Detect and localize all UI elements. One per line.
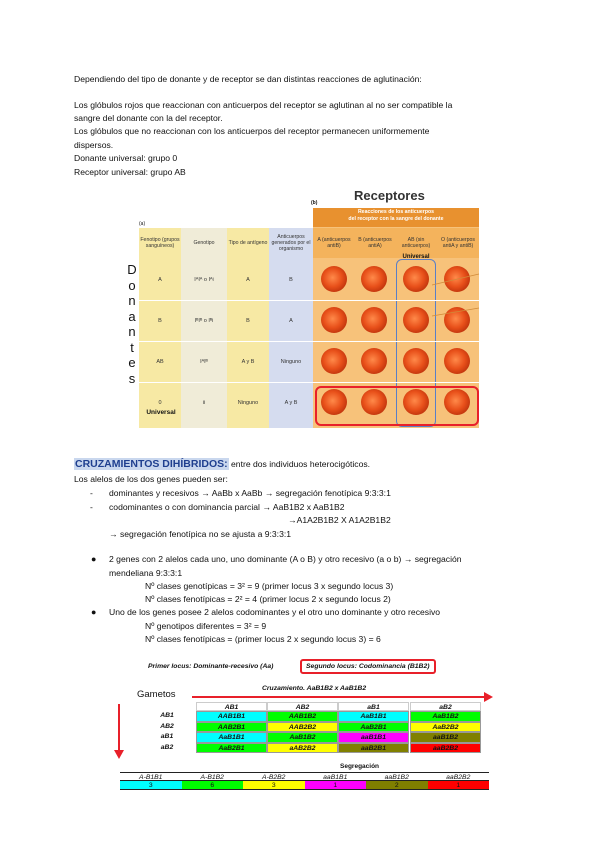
seg-label: aaB2B2 [428,772,490,781]
cruzamiento-label: Cruzamiento. AaB1B2 x AaB1B2 [262,685,367,692]
gametos-label: Gametos [137,689,176,700]
row-fenotipo: B [158,318,162,324]
donantes-letter: o [128,277,136,293]
blood-drop-icon [361,348,387,374]
row-antigeno: A y B [241,359,255,365]
punnett-cell: AAB2B2 [267,722,338,733]
reactions-header-line-1: Reacciones de los anticuerpos [357,209,435,215]
bullet-dash-1: - [90,488,93,498]
seg-label: aaB1B2 [366,772,428,781]
punnett-cell: aAB2B2 [267,743,338,754]
donantes-letter: n [128,293,136,308]
donantes-letter: e [128,355,136,370]
row-fenotipo: 0 [158,400,162,406]
punnett-cell: aaB2B1 [338,743,409,754]
row-fenotipo: A [158,277,162,283]
bullet-dot-1: ● [91,554,97,564]
cruzamientos-title-rest: entre dos individuos heterocigóticos. [228,459,371,469]
universal-receptor-label: Universal [402,254,430,260]
figure-label-a: (a) [139,221,146,227]
blood-drop-icon [361,266,387,292]
seg-value: 1 [428,781,490,790]
col-gamete-header: AB1 [196,702,267,711]
seg-value: 6 [182,781,244,790]
point-2-line-a: Uno de los genes posee 2 alelos codominantes y el otro uno dominante y otro recesivo [109,607,441,617]
punnett-cell: AaB1B2 [267,732,338,743]
reactions-header-line-2: del receptor con la sangre del donante [348,215,444,222]
horizontal-arrow-head [484,692,493,702]
blood-drop-icon [321,266,347,292]
codominantes-line-3: → segregación fenotípica no se ajusta a 9:3:3:1 [109,529,292,539]
punnett-cell: AaB1B1 [338,711,409,722]
point-2-line-c: Nº clases fenotípicas = (primer locus 2 x segundo locus 3) = 6 [145,634,381,644]
pointer-line-1 [432,274,479,285]
punnett-cell: AAB1B2 [267,711,338,722]
seg-value: 2 [366,781,428,790]
dominantes-recesivos-line: dominantes y recesivos → AaBb x AaBb → segregación fenotípica 9:3:3:1 [109,488,391,498]
seg-label: aaB1B1 [305,772,367,781]
punnett-cell: AAB1B1 [196,711,267,722]
codominantes-line-2: →A1A2B1B2 X A1A2B1B2 [288,515,391,525]
segregacion-title: Segregación [340,763,380,770]
donantes-letter: n [128,324,136,339]
row-gamete-header: aB2 [160,743,174,751]
col-gamete-header: AB2 [267,702,338,711]
punnett-cell: AaB2B1 [196,743,267,754]
col-gamete-header: aB2 [410,702,481,711]
row-genotipo: IᴬIᴮ [200,359,208,365]
receptor-header-ab: AB (sin anticuerpos) [401,237,431,249]
punnett-cell: AAB2B1 [196,722,267,733]
row-fenotipo: AB [156,359,164,365]
intro-line-3: sangre del donante con la del receptor. [74,113,223,123]
intro-line-2: Los glóbulos rojos que reaccionan con anticuerpos del receptor se aglutinan al no ser compatible la [74,100,453,110]
punnett-cell: aaB1B2 [410,732,481,743]
universal-donor-label: Universal [146,409,176,416]
header-fenotipo: Fenotipo (grupos sanguíneos) [140,237,180,249]
donantes-letter: a [128,308,136,324]
row-anticuerpos: Ninguno [280,359,302,365]
donantes-letter: D [127,262,137,277]
primer-locus-label: Primer locus: Dominante-recesivo (Aa) [148,663,274,670]
row-gamete-header: AB1 [160,712,174,719]
punnett-table [138,702,488,754]
point-1-line-d: Nº clases fenotípicas = 2² = 4 (primer locus 2 x segundo locus 2) [145,594,391,604]
row-antigeno: A [246,277,250,283]
seg-label: A-B1B1 [120,772,182,781]
pointer-lines [422,268,482,348]
seg-label: A-B1B2 [182,772,244,781]
point-1-line-c: Nº clases genotípicas = 3² = 9 (primer locus 3 x segundo locus 3) [145,581,394,591]
blood-drop-icon [403,348,429,374]
row-antigeno: Ninguno [237,400,259,406]
point-2-line-b: Nº genotipos diferentes = 3² = 9 [145,621,267,631]
seg-value: 3 [243,781,305,790]
figure-label-b: (b) [311,200,318,206]
bullet-dot-2: ● [91,607,97,617]
row-anticuerpos: A [289,318,293,324]
punnett-cell: aaB1B1 [338,732,409,743]
punnett-cell: AaB1B2 [410,711,481,722]
punnett-cell: AaB2B2 [410,722,481,733]
blood-compatibility-figure [139,188,479,428]
segregation-table [120,772,490,792]
receptor-header-a: A (anticuerpos antiB) [317,237,351,249]
blood-drop-icon [361,307,387,333]
universal-donor-outline [315,386,479,426]
col-gamete-header: aB1 [338,702,409,711]
row-anticuerpos: B [289,277,293,283]
intro-line-5: dispersos. [74,140,114,150]
punnett-cell: aaB2B2 [410,743,481,754]
blood-drop-icon [444,348,470,374]
header-antigeno: Tipo de antígeno [228,240,268,246]
header-genotipo: Genotipo [193,240,215,246]
vertical-arrow-head [114,750,124,759]
cruzamientos-heading [74,458,370,471]
donantes-vertical-label [126,262,138,386]
receptor-universal: Receptor universal: grupo AB [74,167,186,177]
seg-value: 3 [120,781,182,790]
intro-line-4: Los glóbulos que no reaccionan con los anticuerpos del receptor permanecen uniformemente [74,126,430,136]
blood-drop-icon [321,348,347,374]
blood-drop-icon [321,307,347,333]
cruzamientos-title: CRUZAMIENTOS DIHÍBRIDOS: [75,458,228,470]
seg-label: A-B2B2 [243,772,305,781]
header-anticuerpos: Anticuerpos generados por el organismo [271,234,311,252]
row-genotipo: IᴮIᴮ o Iᴮi [194,318,214,324]
segundo-locus-label: Segundo locus: Codominancia (B1B2) [300,659,436,674]
codominantes-line: codominantes o con dominancia parcial → AaB1B2 x AaB1B2 [109,502,345,512]
row-gamete-header: AB2 [160,722,174,730]
point-1-line-a: 2 genes con 2 alelos cada uno, uno dominante (A o B) y otro recesivo (a o b) → segregación [109,554,462,564]
donantes-letter: t [130,339,134,355]
receptor-header-b: B (anticuerpos antiA) [358,237,392,249]
reactions-header [313,209,479,222]
figure-title: Receptores [354,188,425,203]
punnett-cell: AaB2B1 [338,722,409,733]
row-genotipo: IᴬIᴬ o Iᴬi [194,277,214,283]
row-anticuerpos: A y B [284,400,298,406]
donantes-letter: s [128,370,136,386]
alelos-line: Los alelos de los dos genes pueden ser: [74,474,228,484]
punnett-cell: AaB1B1 [196,732,267,743]
point-1-line-b: mendeliana 9:3:3:1 [109,568,183,578]
row-antigeno: B [246,318,250,324]
donante-universal: Donante universal: grupo 0 [74,153,178,163]
pointer-line-2 [432,308,479,316]
receptor-header-o: O (anticuerpos antiA y antiB) [440,237,476,249]
row-gamete-header: aB1 [160,733,174,740]
bullet-dash-2: - [90,502,93,512]
seg-value: 1 [305,781,367,790]
intro-line-1: Dependiendo del tipo de donante y de receptor se dan distintas reacciones de aglutinación: [74,74,422,84]
row-genotipo: ii [202,400,206,406]
